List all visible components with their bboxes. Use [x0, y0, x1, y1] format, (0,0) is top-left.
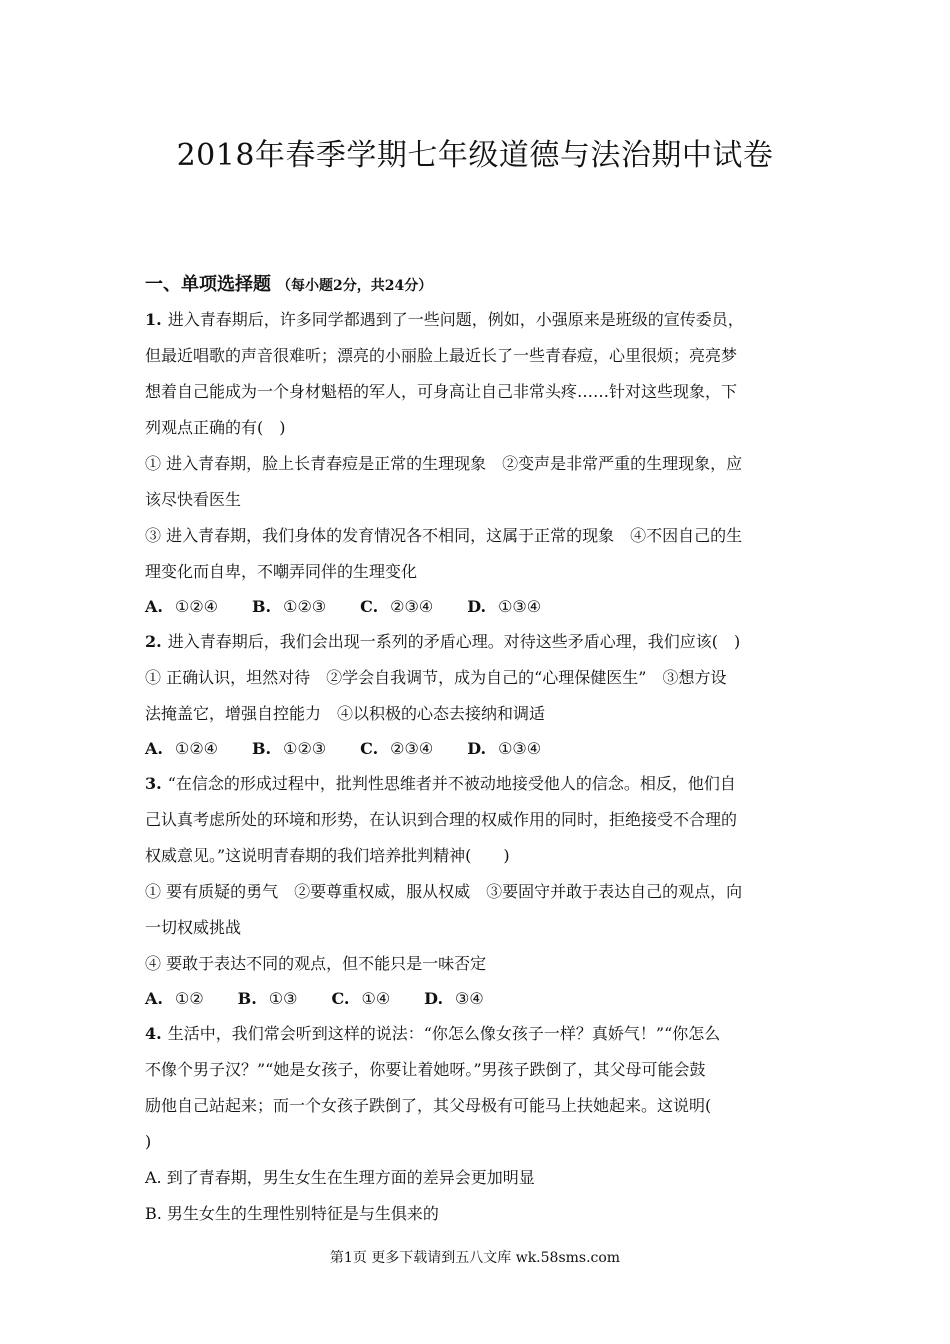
question-number: 4.	[145, 1024, 162, 1043]
question-number: 1.	[145, 310, 162, 329]
question-line	[145, 946, 810, 982]
option-letter: A.	[145, 989, 163, 1008]
option-text: ①②③	[283, 739, 327, 758]
option-letter: B.	[237, 989, 257, 1008]
answer-option	[331, 982, 390, 1016]
question-line	[145, 1124, 810, 1160]
question-line	[145, 802, 810, 838]
question-text: “在信念的形成过程中，批判性思维者并不被动地接受他人的信念。相反，他们自	[167, 774, 736, 793]
section-title: 一、单项选择题	[145, 274, 271, 295]
question-line	[145, 1160, 810, 1196]
question-list	[145, 302, 810, 1232]
question-1	[145, 302, 810, 624]
answer-option	[145, 732, 218, 766]
question-text: 不像个男子汉？”“她是女孩子，你要让着她呀。”男孩子跌倒了，其父母可能会鼓	[145, 1060, 706, 1079]
answer-option	[145, 982, 204, 1016]
question-text: 想着自己能成为一个身材魁梧的军人，可身高让自己非常头疼……针对这些现象，下	[145, 382, 738, 401]
question-line	[145, 446, 810, 482]
question-line	[145, 766, 810, 802]
option-text: ①②④	[174, 597, 219, 616]
answer-options	[145, 590, 810, 624]
option-text: ①③	[268, 989, 298, 1008]
option-letter: D.	[467, 739, 487, 758]
question-text: ① 进入青春期，脸上长青春痘是正常的生理现象 ②变声是非常严重的生理现象，应	[145, 454, 743, 473]
question-line	[145, 1052, 810, 1088]
document-title: 2018年春季学期七年级道德与法治期中试卷	[176, 138, 774, 173]
question-text: 励他自己站起来；而一个女孩子跌倒了，其父母极有可能马上扶她起来。这说明(	[145, 1096, 712, 1115]
question-text: ① 正确认识，坦然对待 ②学会自我调节，成为自己的“心理保健医生” ③想方设	[145, 668, 727, 687]
option-text: ①②④	[174, 739, 219, 758]
option-letter: C.	[360, 739, 379, 758]
option-letter: A.	[145, 739, 163, 758]
question-2	[145, 624, 810, 766]
question-line	[145, 338, 810, 374]
question-4	[145, 1016, 810, 1232]
option-text: ②③④	[390, 739, 434, 758]
question-text: 法掩盖它，增强自控能力 ④以积极的心态去接纳和调适	[145, 704, 546, 723]
answer-options	[145, 982, 810, 1016]
option-letter: B.	[252, 597, 272, 616]
page-footer: 第1页 更多下载请到五八文库 wk.58sms.com	[329, 1250, 621, 1266]
question-line	[145, 1016, 810, 1052]
question-text: ① 要有质疑的勇气 ②要尊重权威，服从权威 ③要固守并敢于表达自己的观点，向	[145, 882, 743, 901]
option-text: ①③④	[498, 597, 542, 616]
option-text: ①③④	[498, 739, 542, 758]
option-letter: D.	[424, 989, 444, 1008]
question-number: 3.	[145, 774, 162, 793]
question-line	[145, 874, 810, 910]
question-3	[145, 766, 810, 1016]
question-line	[145, 696, 810, 732]
question-line	[145, 660, 810, 696]
option-letter: C.	[331, 989, 350, 1008]
question-text: 一切权威挑战	[145, 918, 242, 937]
option-letter: B.	[252, 739, 272, 758]
question-text: 己认真考虑所处的环境和形势，在认识到合理的权威作用的同时，拒绝接受不合理的	[145, 810, 738, 829]
answer-option	[238, 982, 298, 1016]
question-line	[145, 910, 810, 946]
question-line	[145, 410, 810, 446]
question-text: 理变化而自卑，不嘲弄同伴的生理变化	[145, 562, 418, 581]
answer-option	[360, 732, 433, 766]
question-text: 进入青春期后，许多同学都遇到了一些问题，例如，小强原来是班级的宣传委员，	[167, 310, 744, 329]
answer-option	[360, 590, 433, 624]
question-text: B. 男生女生的生理性别特征是与生俱来的	[145, 1204, 439, 1223]
answer-options	[145, 732, 810, 766]
question-text: 进入青春期后，我们会出现一系列的矛盾心理。对待这些矛盾心理，我们应该( )	[167, 632, 741, 651]
question-line	[145, 302, 810, 338]
question-line	[145, 1196, 810, 1232]
question-text: 生活中，我们常会听到这样的说法：“你怎么像女孩子一样？真娇气！”“你怎么	[167, 1024, 721, 1043]
question-number: 2.	[145, 632, 162, 651]
option-text: ①②③	[283, 597, 327, 616]
question-text: ④ 要敢于表达不同的观点，但不能只是一味否定	[145, 954, 487, 973]
question-text: 该尽快看医生	[145, 490, 242, 509]
question-text: 但最近唱歌的声音很难听；漂亮的小丽脸上最近长了一些青春痘，心里很烦；亮亮梦	[145, 346, 738, 365]
answer-option	[424, 982, 484, 1016]
option-letter: C.	[360, 597, 379, 616]
question-line	[145, 374, 810, 410]
section-note: （每小题2分，共24分）	[277, 278, 433, 294]
question-line	[145, 1088, 810, 1124]
option-text: ①④	[361, 989, 391, 1008]
section-heading	[145, 268, 810, 302]
answer-option	[252, 732, 326, 766]
document-body	[145, 268, 810, 1232]
option-text: ①②	[174, 989, 204, 1008]
answer-option	[467, 732, 541, 766]
question-line	[145, 482, 810, 518]
answer-option	[467, 590, 541, 624]
option-text: ②③④	[390, 597, 434, 616]
question-text: ③ 进入青春期，我们身体的发育情况各不相同，这属于正常的现象 ④不因自己的生	[145, 526, 743, 545]
question-line	[145, 838, 810, 874]
option-text: ③④	[455, 989, 484, 1008]
option-letter: A.	[145, 597, 163, 616]
answer-option	[252, 590, 326, 624]
question-line	[145, 518, 810, 554]
question-line	[145, 554, 810, 590]
answer-option	[145, 590, 218, 624]
question-text: A. 到了青春期，男生女生在生理方面的差异会更加明显	[145, 1168, 535, 1187]
option-letter: D.	[467, 597, 487, 616]
question-text: 列观点正确的有( )	[145, 418, 286, 437]
question-text: )	[145, 1132, 152, 1151]
question-line	[145, 624, 810, 660]
question-text: 权威意见。”这说明青春期的我们培养批判精神( )	[145, 846, 510, 865]
